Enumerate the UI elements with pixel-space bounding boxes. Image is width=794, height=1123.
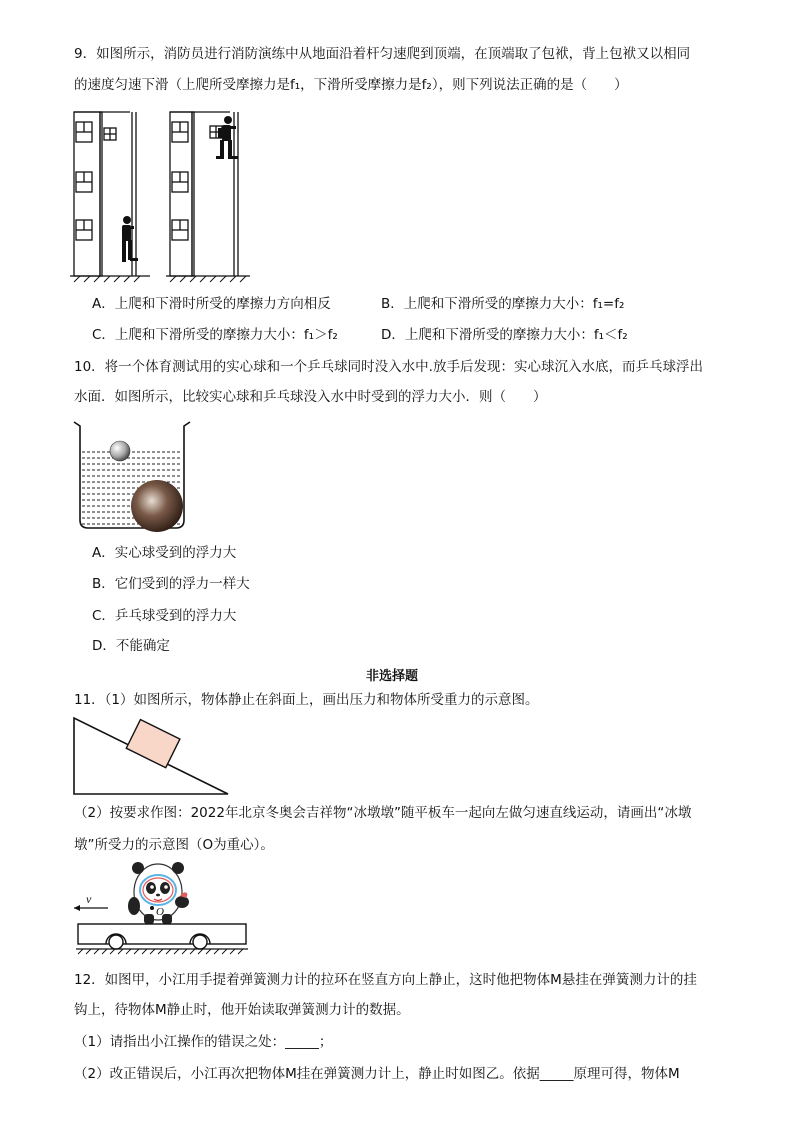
firefighter-top xyxy=(216,116,238,159)
right-ground-hatch xyxy=(170,276,246,282)
q10-stem-line1: 10．将一个体育测试用的实心球和一个乒乓球同时没入水中.放手后发现：实心球沉入水底，而乒乓球浮出 xyxy=(74,359,703,375)
q11-part2-line1: （2）按要求作图：2022年北京冬奥会吉祥物“冰墩墩”随平板车一起向左做匀速直线运动，请画出“冰墩 xyxy=(74,805,692,821)
q10-option-d: D．不能确定 xyxy=(92,638,170,654)
q12-part2: （2）改正错误后，小江再次把物体M挂在弹簧测力计上，静止时如图乙。依据_____原理可得，物体M xyxy=(74,1066,680,1082)
q11-part1: 11．（1）如图所示，物体静止在斜面上，画出压力和物体所受重力的示意图。 xyxy=(74,692,539,708)
q11-figure-incline xyxy=(72,716,232,798)
q11-part2-line2: 墩”所受力的示意图（O为重心）。 xyxy=(74,837,274,853)
q9-figure-firefighter xyxy=(70,108,280,284)
velocity-label: v xyxy=(86,892,92,906)
q11-figure-mascot-cart xyxy=(72,862,252,954)
q9-option-d: D．上爬和下滑所受的摩擦力大小：f₁＜f₂ xyxy=(381,327,628,343)
ground-hatch xyxy=(78,949,243,954)
section-title: 非选择题 xyxy=(366,669,419,684)
q10-option-c: C．乒乓球受到的浮力大 xyxy=(92,608,237,624)
q9-option-c: C．上爬和下滑所受的摩擦力大小：f₁＞f₂ xyxy=(92,327,338,343)
center-of-gravity-label: O xyxy=(156,906,164,918)
velocity-arrowhead xyxy=(74,905,80,911)
left-building xyxy=(70,112,150,276)
q9-stem-line1: 9．如图所示，消防员进行消防演练中从地面沿着杆匀速爬到顶端，在顶端取了包袱，背上包袱又以相同 xyxy=(74,46,691,62)
right-building xyxy=(166,112,250,276)
q10-option-a: A．实心球受到的浮力大 xyxy=(92,545,237,561)
wheel-left xyxy=(109,935,123,949)
q9-stem-line2: 的速度匀速下滑（上爬所受摩擦力是f₁，下滑所受摩擦力是f₂），则下列说法正确的是（ ） xyxy=(74,77,628,93)
left-ground-hatch xyxy=(74,276,140,282)
q12-stem-line1: 12．如图甲，小江用手提着弹簧测力计的拉环在竖直方向上静止，这时他把物体M悬挂在弹簧测力计的挂 xyxy=(74,972,697,988)
q10-option-b: B．它们受到的浮力一样大 xyxy=(92,576,250,592)
q10-figure-beaker xyxy=(72,420,194,532)
q10-stem-line2: 水面．如图所示，比较实心球和乒乓球没入水中时受到的浮力大小．则（ ） xyxy=(74,389,547,405)
wheel-right xyxy=(193,935,207,949)
flatbed-cart xyxy=(78,924,246,944)
q12-part1: （1）请指出小江操作的错误之处：_____； xyxy=(74,1034,333,1050)
q12-stem-line2: 钩上，待物体M静止时，他开始读取弹簧测力计的数据。 xyxy=(74,1002,410,1018)
solid-ball xyxy=(131,480,183,532)
pingpong-ball xyxy=(110,441,130,461)
block-on-incline xyxy=(126,720,180,768)
q9-option-b: B．上爬和下滑所受的摩擦力大小：f₁=f₂ xyxy=(381,296,625,312)
q9-option-a: A．上爬和下滑时所受的摩擦力方向相反 xyxy=(92,296,331,312)
